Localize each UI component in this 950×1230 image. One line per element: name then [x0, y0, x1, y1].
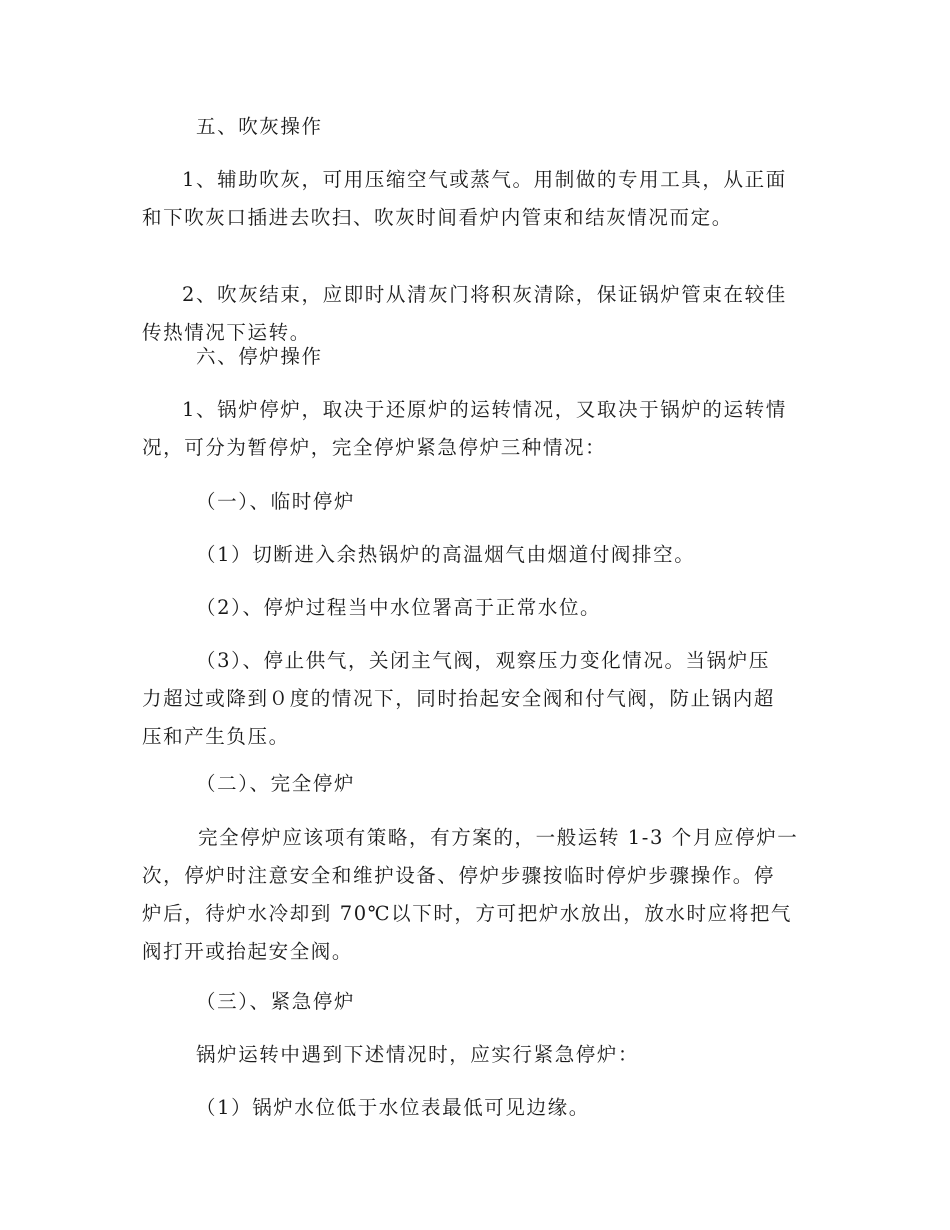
text-line: 次，停炉时注意安全和维护设备、停炉步骤按临时停炉步骤操作。停	[142, 864, 776, 887]
text-line: （1）切断进入余热锅炉的高温烟气由烟道付阀排空。	[196, 543, 696, 566]
text-line: 1、辅助吹灰，可用压缩空气或蒸气。用制做的专用工具，从正面	[182, 168, 787, 191]
text-line: （1）锅炉水位低于水位表最低可见边缘。	[196, 1096, 590, 1119]
paragraph-shutdown-1	[142, 391, 808, 467]
text-line: 1、锅炉停炉，取决于还原炉的运转情况，又取决于锅炉的运转情	[182, 398, 787, 421]
text-line: 阀打开或抬起安全阀。	[142, 940, 354, 963]
subheading-temporary-stop: （一）、临时停炉	[196, 490, 356, 513]
list-item-temporary-3	[142, 642, 808, 756]
text-line: 2、吹灰结束，应即时从清灰门将积灰清除，保证锅炉管束在较佳	[182, 283, 787, 306]
list-item-temporary-1	[196, 536, 808, 574]
text-line: 锅炉运转中遇到下述情况时，应实行紧急停炉：	[196, 1043, 640, 1066]
list-item-emergency-1	[196, 1089, 808, 1127]
text-line: 传热情况下运转。	[142, 321, 311, 344]
text-line: （3）、停止供气，关闭主气阀，观察压力变化情况。当锅炉压	[196, 649, 770, 672]
section-heading-shutdown: 六、停炉操作	[196, 345, 323, 368]
section-heading-soot-blowing: 五、吹灰操作	[196, 115, 323, 138]
list-item-temporary-2	[196, 589, 808, 627]
paragraph-emergency-intro	[196, 1036, 808, 1074]
paragraph-soot-blowing-1	[142, 161, 808, 237]
text-line: 完全停炉应该项有策略，有方案的，一般运转 1-3 个月应停炉一	[198, 826, 799, 849]
text-line: 炉后，待炉水冷却到 70℃以下时，方可把炉水放出，放水时应将把气	[142, 902, 793, 925]
text-line: （2）、停炉过程当中水位署高于正常水位。	[196, 596, 602, 619]
text-line: 况，可分为暂停炉，完全停炉紧急停炉三种情况：	[142, 436, 607, 459]
paragraph-full-stop	[142, 819, 808, 971]
subheading-emergency-stop: （三）、紧急停炉	[196, 990, 356, 1013]
text-line: 和下吹灰口插进去吹扫、吹灰时间看炉内管束和结灰情况而定。	[142, 206, 733, 229]
subheading-full-stop: （二）、完全停炉	[196, 772, 356, 795]
text-line: 压和产生负压。	[142, 725, 290, 748]
text-line: 力超过或降到０度的情况下，同时抬起安全阀和付气阀，防止锅内超	[142, 687, 776, 710]
